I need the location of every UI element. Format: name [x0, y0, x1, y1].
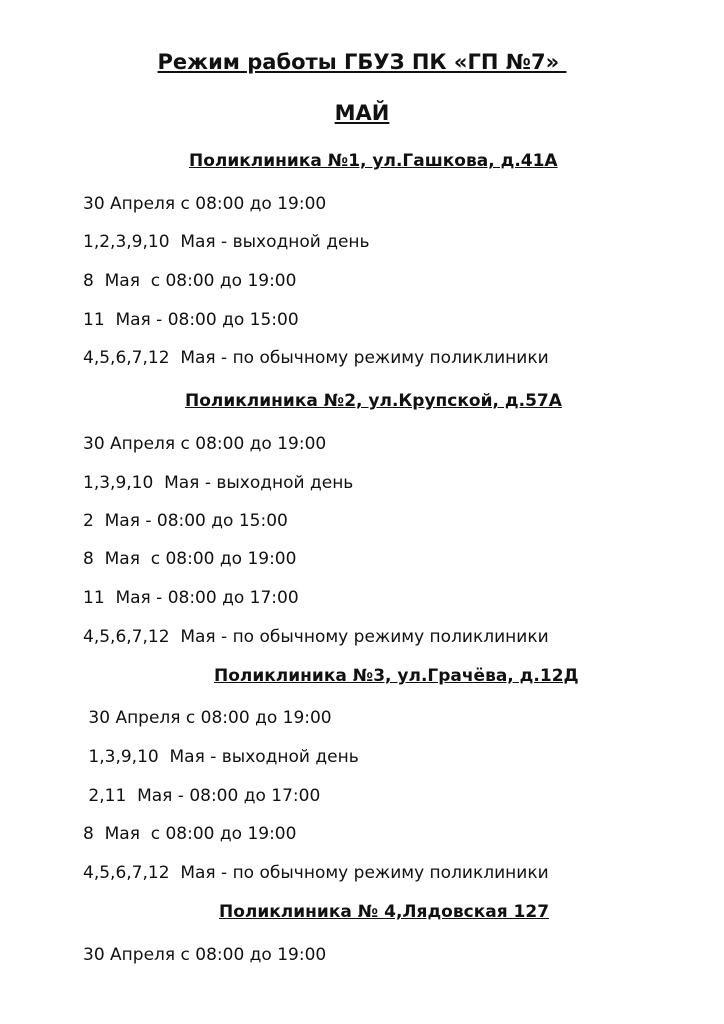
clinic-2-line-2: 1,3,9,10 Мая - выходной день	[83, 473, 354, 493]
clinic-1-line-5: 4,5,6,7,12 Мая - по обычному режиму поликлиники	[83, 348, 549, 368]
clinic-2-title: Поликлиника №2, ул.Крупской, д.57А	[185, 391, 562, 411]
clinic-1-line-1: 30 Апреля с 08:00 до 19:00	[83, 194, 327, 214]
clinic-2-line-3: 2 Мая - 08:00 до 15:00	[83, 511, 288, 531]
clinic-3-title: Поликлиника №3, ул.Грачёва, д.12Д	[214, 666, 579, 686]
document-title: Режим работы ГБУЗ ПК «ГП №7»	[157, 50, 567, 74]
clinic-3-line-1: 30 Апреля с 08:00 до 19:00	[83, 708, 332, 728]
clinic-3-line-2: 1,3,9,10 Мая - выходной день	[83, 747, 359, 767]
clinic-2-line-4: 8 Мая с 08:00 до 19:00	[83, 549, 297, 569]
clinic-3-line-4: 8 Мая с 08:00 до 19:00	[83, 824, 297, 844]
clinic-1-line-3: 8 Мая с 08:00 до 19:00	[83, 271, 297, 291]
clinic-2-line-5: 11 Мая - 08:00 до 17:00	[83, 588, 299, 608]
clinic-3-line-3: 2,11 Мая - 08:00 до 17:00	[83, 786, 321, 806]
clinic-4-title: Поликлиника № 4,Лядовская 127	[219, 902, 550, 922]
clinic-4-line-1: 30 Апреля с 08:00 до 19:00	[83, 945, 327, 965]
clinic-1-line-4: 11 Мая - 08:00 до 15:00	[83, 310, 299, 330]
clinic-3-line-5: 4,5,6,7,12 Мая - по обычному режиму поликлиники	[83, 863, 549, 883]
clinic-1-title: Поликлиника №1, ул.Гашкова, д.41А	[189, 151, 558, 171]
clinic-2-line-1: 30 Апреля с 08:00 до 19:00	[83, 434, 327, 454]
month-title: МАЙ	[334, 101, 390, 125]
clinic-1-line-2: 1,2,3,9,10 Мая - выходной день	[83, 232, 370, 252]
clinic-2-line-6: 4,5,6,7,12 Мая - по обычному режиму поликлиники	[83, 627, 549, 647]
